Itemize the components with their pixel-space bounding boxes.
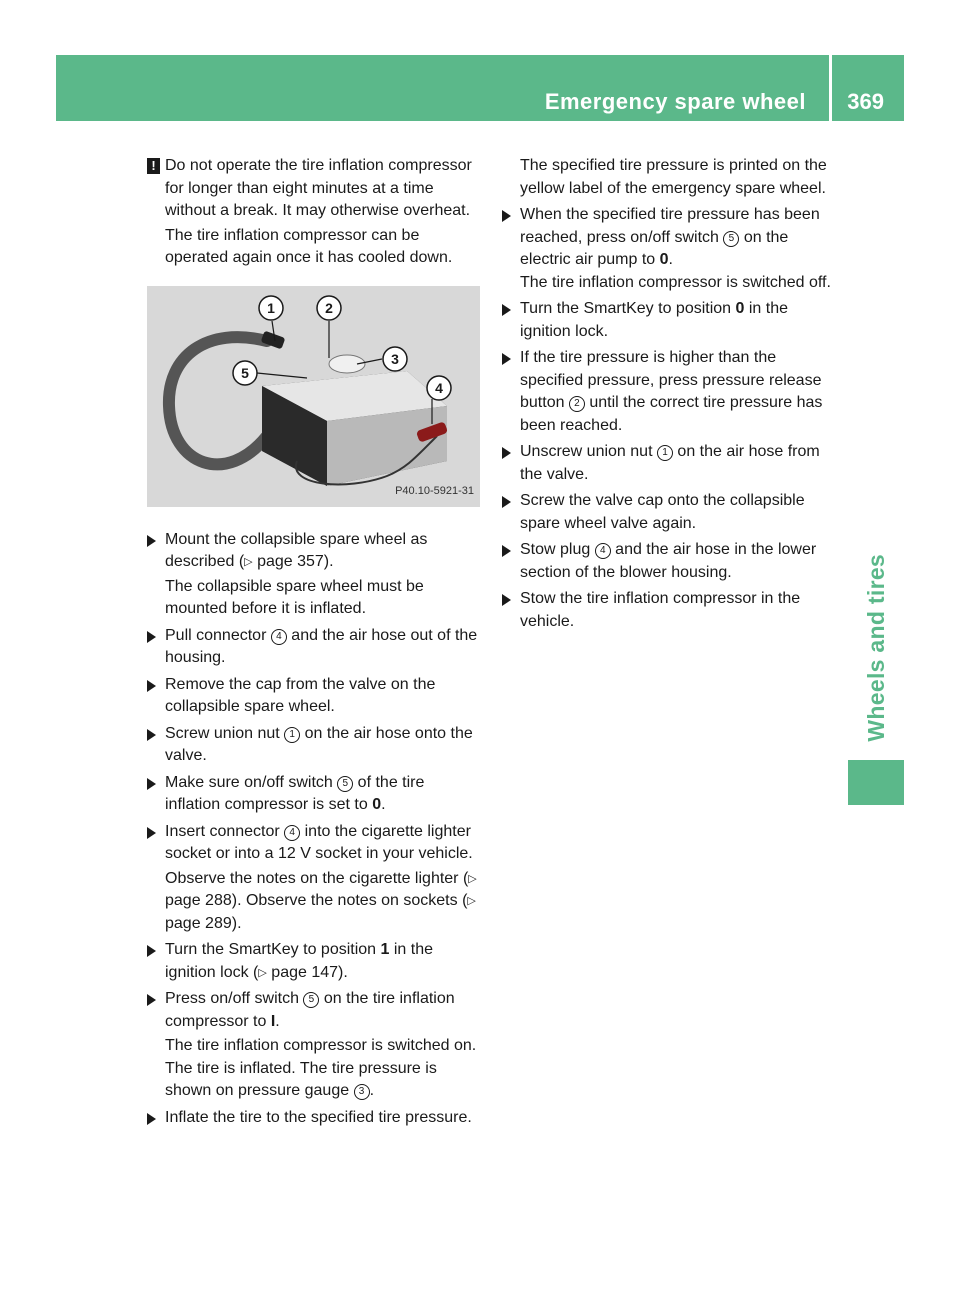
compressor-figure <box>147 286 480 507</box>
step-arrow-icon <box>147 535 156 547</box>
section-title: Emergency spare wheel <box>544 89 806 114</box>
warning-icon: ! <box>147 158 160 174</box>
callout-ref: 5 <box>303 992 319 1008</box>
side-tab-label: Wheels and tires <box>862 554 889 742</box>
page-ref-icon: ▷ <box>468 872 477 885</box>
callout-2: 2 <box>325 299 333 316</box>
step-item: Screw the valve cap onto the collapsible spare wheel valve again. <box>502 490 838 535</box>
step-item: Unscrew union nut 1 on the air hose from the valve. <box>502 441 838 486</box>
callout-ref: 5 <box>337 776 353 792</box>
callout-ref: 4 <box>271 629 287 645</box>
callout-ref: 4 <box>595 543 611 559</box>
callout-ref: 5 <box>723 231 739 247</box>
step-item: Make sure on/off switch 5 of the tire inflation compressor is set to 0. <box>147 772 483 817</box>
step-arrow-icon <box>147 631 156 643</box>
side-tab-marker <box>848 760 904 805</box>
step-item: Mount the collapsible spare wheel as described (▷ page 357). The collapsible spare wheel must be mounted before it is inflated. <box>147 529 483 621</box>
step-arrow-icon <box>147 729 156 741</box>
step-arrow-icon <box>502 210 511 222</box>
step-item: Pull connector 4 and the air hose out of the housing. <box>147 625 483 670</box>
step-arrow-icon <box>147 945 156 957</box>
figure-code: P40.10-5921-31 <box>395 485 474 497</box>
callout-ref: 4 <box>284 825 300 841</box>
page-ref-icon: ▷ <box>258 966 267 979</box>
intro-text: The specified tire pressure is printed on the yellow label of the emergency spare wheel. <box>520 157 827 197</box>
callout-ref: 1 <box>284 727 300 743</box>
step-item: Stow the tire inflation compressor in the vehicle. <box>502 588 838 633</box>
side-tab <box>848 548 904 748</box>
page-header <box>56 55 904 121</box>
callout-1: 1 <box>267 299 275 316</box>
step-item: Screw union nut 1 on the air hose onto the valve. <box>147 723 483 768</box>
right-column <box>502 155 838 633</box>
callout-5: 5 <box>241 364 249 381</box>
step-arrow-icon <box>147 827 156 839</box>
step-arrow-icon <box>147 778 156 790</box>
callout-3: 3 <box>391 350 399 367</box>
callout-ref: 3 <box>354 1084 370 1100</box>
step-arrow-icon <box>147 680 156 692</box>
step-item: Insert connector 4 into the cigarette lighter socket or into a 12 V socket in your vehicle. Observe the notes on the cigarette lighter (▷ page 288). Observe the notes on sockets (▷ page 289). <box>147 821 483 936</box>
step-item: Stow plug 4 and the air hose in the lower section of the blower housing. <box>502 539 838 584</box>
callout-ref: 1 <box>657 445 673 461</box>
page-ref-icon: ▷ <box>244 556 253 568</box>
warning-text-2: The tire inflation compressor can be operated again once it has cooled down. <box>165 226 453 266</box>
step-arrow-icon <box>147 994 156 1006</box>
step-arrow-icon <box>502 304 511 316</box>
step-item: If the tire pressure is higher than the specified pressure, press pressure release button 2 until the correct tire pressure has been reached. <box>502 347 838 437</box>
compressor-illustration <box>147 286 480 507</box>
step-item: Inflate the tire to the specified tire pressure. <box>147 1107 483 1130</box>
step-item: When the specified tire pressure has been reached, press on/off switch 5 on the electric air pump to 0. The tire inflation compressor is switched off. <box>502 204 838 294</box>
callout-4: 4 <box>435 379 443 396</box>
step-arrow-icon <box>502 594 511 606</box>
step-item: Turn the SmartKey to position 0 in the ignition lock. <box>502 298 838 343</box>
step-arrow-icon <box>147 1113 156 1125</box>
step-item: Turn the SmartKey to position 1 in the ignition lock (▷ page 147). <box>147 939 483 984</box>
step-arrow-icon <box>502 496 511 508</box>
page-ref-icon: ▷ <box>467 895 476 907</box>
page-number: 369 <box>847 89 884 114</box>
step-arrow-icon <box>502 447 511 459</box>
step-item: Press on/off switch 5 on the tire inflation compressor to I. The tire inflation compressor is switched on. The tire is inflated. The tire pressure is shown on pressure gauge 3 . <box>147 988 483 1103</box>
header-divider <box>829 55 832 121</box>
left-column <box>147 155 483 1129</box>
step-arrow-icon <box>502 545 511 557</box>
warning-text: Do not operate the tire inflation compressor for longer than eight minutes at a time without a break. It may otherwise overheat. <box>165 157 472 219</box>
warning-note <box>147 155 483 270</box>
callout-ref: 2 <box>569 396 585 412</box>
step-item: Remove the cap from the valve on the collapsible spare wheel. <box>147 674 483 719</box>
step-arrow-icon <box>502 353 511 365</box>
